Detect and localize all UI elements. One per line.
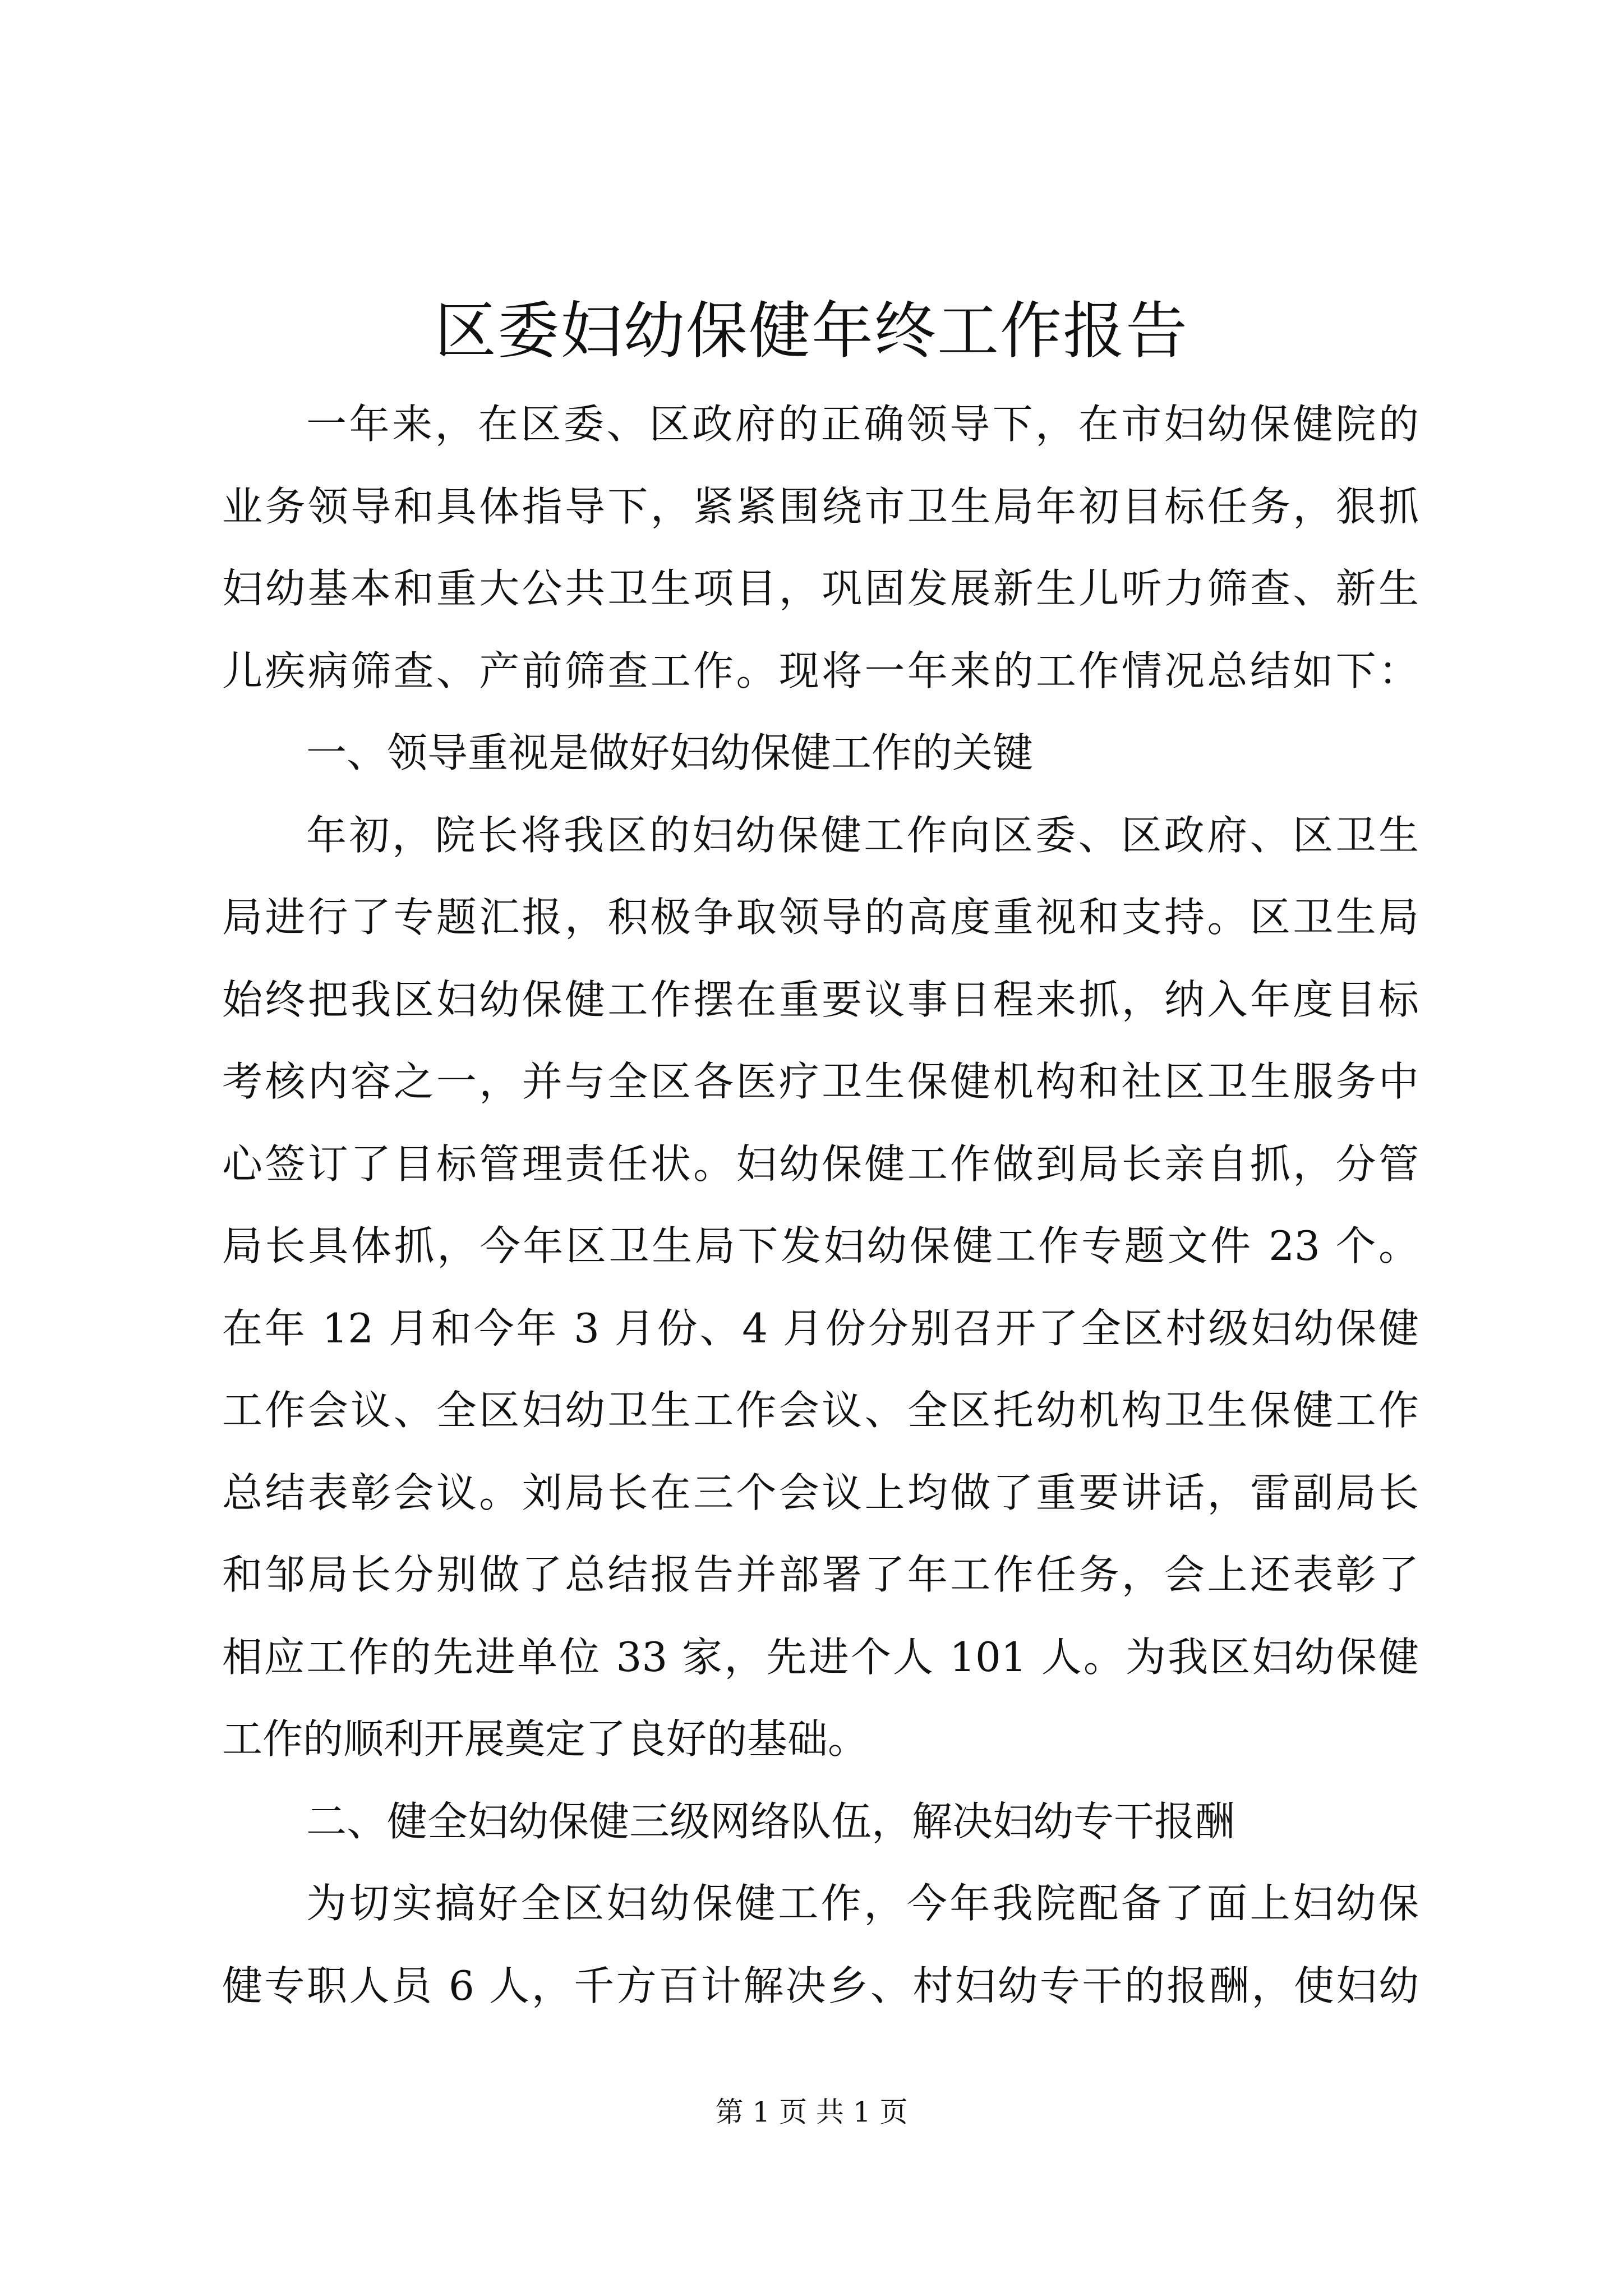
text-line: 心签订了目标管理责任状。妇幼保健工作做到局长亲自抓，分管 <box>222 1140 1419 1188</box>
text-line: 一年来，在区委、区政府的正确领导下，在市妇幼保健院的 <box>306 401 1419 448</box>
text-line: 一、领导重视是做好妇幼保健工作的关键 <box>306 729 1034 776</box>
text-line: 考核内容之一，并与全区各医疗卫生保健机构和社区卫生服务中 <box>222 1058 1419 1105</box>
text-line: 始终把我区妇幼保健工作摆在重要议事日程来抓，纳入年度目标 <box>222 976 1419 1023</box>
text-line: 儿疾病筛查、产前筛查工作。现将一年来的工作情况总结如下： <box>222 647 1419 694</box>
page-footer: 第 1 页 共 1 页 <box>715 2096 908 2128</box>
text-line: 和邹局长分别做了总结报告并部署了年工作任务，会上还表彰了 <box>222 1551 1419 1598</box>
text-line: 相应工作的先进单位 33 家，先进个人 101 人。为我区妇幼保健 <box>222 1633 1419 1681</box>
text-line: 妇幼基本和重大公共卫生项目，巩固发展新生儿听力筛查、新生 <box>222 565 1419 612</box>
text-line: 在年 12 月和今年 3 月份、4 月份分别召开了全区村级妇幼保健 <box>222 1304 1419 1352</box>
text-line: 局长具体抓，今年区卫生局下发妇幼保健工作专题文件 23 个。 <box>222 1222 1419 1269</box>
text-line: 工作会议、全区妇幼卫生工作会议、全区托幼机构卫生保健工作 <box>222 1387 1419 1434</box>
text-line: 为切实搞好全区妇幼保健工作，今年我院配备了面上妇幼保 <box>306 1880 1419 1927</box>
text-line: 局进行了专题汇报，积极争取领导的高度重视和支持。区卫生局 <box>222 894 1419 941</box>
text-line: 二、健全妇幼保健三级网络队伍，解决妇幼专干报酬 <box>306 1797 1235 1845</box>
text-line: 业务领导和具体指导下，紧紧围绕市卫生局年初目标任务，狠抓 <box>222 482 1419 530</box>
text-line: 工作的顺利开展奠定了良好的基础。 <box>222 1715 869 1763</box>
document-body <box>222 383 1419 2027</box>
text-line: 年初，院长将我区的妇幼保健工作向区委、区政府、区卫生 <box>306 811 1419 859</box>
document-title: 区委妇幼保健年终工作报告 <box>435 295 1188 367</box>
text-line: 总结表彰会议。刘局长在三个会议上均做了重要讲话，雷副局长 <box>222 1469 1419 1516</box>
text-line: 健专职人员 6 人，千方百计解决乡、村妇幼专干的报酬，使妇幼 <box>222 1962 1419 2009</box>
